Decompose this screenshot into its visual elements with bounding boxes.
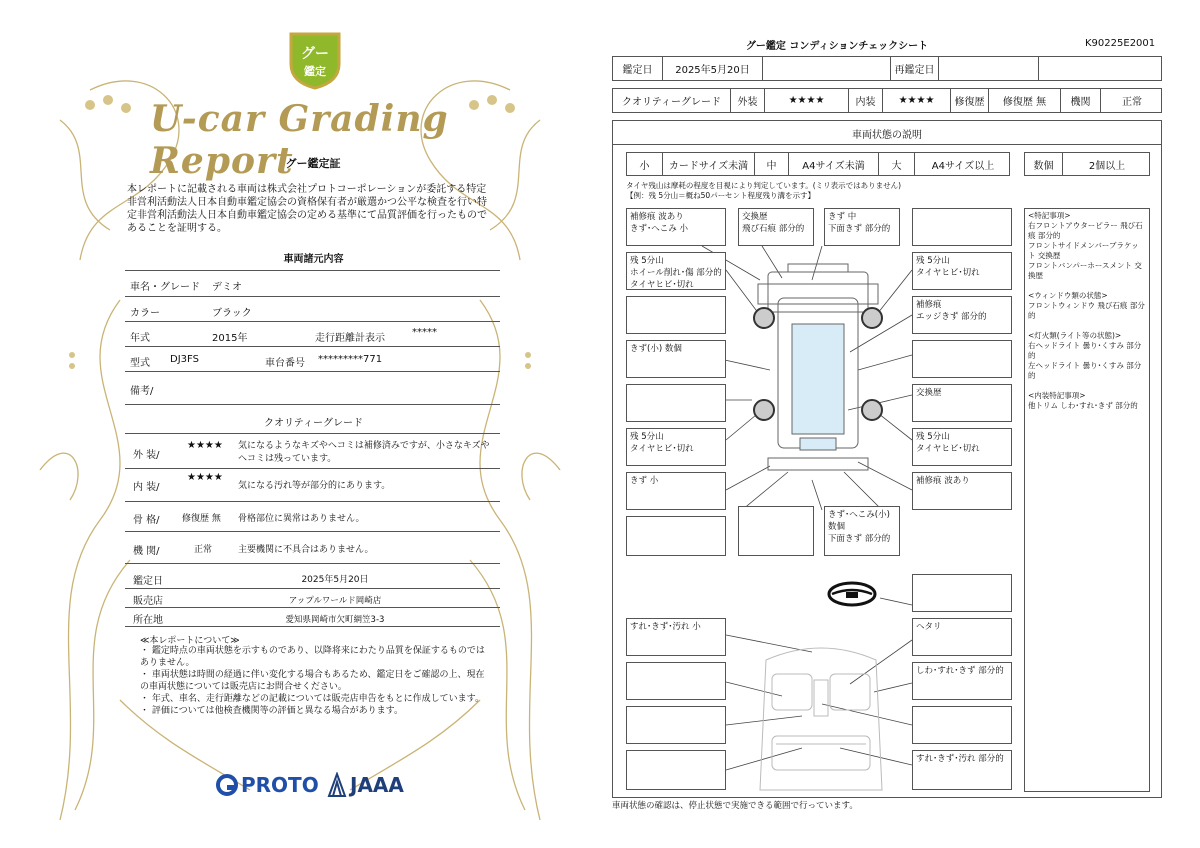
spec-color-value: ブラック (212, 308, 252, 319)
note-box-front-right: きず 中 下面きず 部分的 (824, 208, 900, 246)
q-interior-label: 内 装/ (133, 482, 160, 493)
note-box-empty (626, 296, 726, 334)
certificate-intro: 本レポートに記載される車両は株式会社プロトコーポレーションが委託する特定非営利活動法人日本自動車鑑定協会の資格保有者が厳選かつ公平な検査を行い特定非営利活動法人日本自動車鑑定協会の定める基準にて品質評価を行ったものであることを証明する。 (127, 184, 487, 234)
note-box-empty (626, 384, 726, 422)
note-item: ・ 鑑定時点の車両状態を示すものであり、以降将来にわたり品質を保証するものではありません。 (140, 646, 485, 668)
q-interior-text: 気になる汚れ等が部分的にあります。 (238, 481, 391, 491)
tire-note-2: 【例：残 5分山＝概ね50パーセント程度残り溝を示す】 (626, 191, 816, 200)
spec-mileage-label: 走行距離計表示 (315, 333, 385, 344)
dealer-label: 販売店 (133, 596, 163, 607)
spec-remarks-label: 備考/ (130, 386, 154, 397)
qg-label: クオリティーグレード (613, 89, 731, 112)
address-label: 所在地 (133, 615, 163, 626)
spec-mileage-value: ***** (412, 327, 437, 338)
q-engine-text: 主要機関に不具合はありません。 (238, 545, 374, 555)
quality-row (612, 88, 1162, 113)
quality-header: クオリティーグレード (264, 418, 363, 429)
engine-value: 正常 (1122, 97, 1142, 108)
size-mid-desc: A4サイズ未満 (789, 153, 879, 175)
spec-chassis-value: *********771 (318, 354, 383, 365)
jaaa-logo: JAAA (327, 772, 404, 798)
spec-name-value: デミオ (212, 282, 242, 293)
count-desc: 2個以上 (1088, 160, 1126, 172)
inspect-date-label: 鑑定日 (133, 576, 163, 587)
sheet-title: グー鑑定 コンディションチェックシート (745, 41, 929, 52)
car-interior-diagram (756, 640, 886, 800)
count-legend (1024, 152, 1150, 176)
size-small: 小 (627, 153, 663, 175)
repair-value: 修復歴 無 (989, 89, 1061, 112)
note-box-interior-seat: ヘタリ (912, 618, 1012, 656)
q-exterior-stars: ★★★★ (187, 440, 223, 451)
note-box-fender-right: 補修痕 エッジきず 部分的 (912, 296, 1012, 334)
goo-badge-logo (287, 30, 343, 90)
note-box-rear-right: 補修痕 波あり (912, 472, 1012, 510)
spec-name-label: 車名・グレード (130, 282, 200, 293)
desc-header: 車両状態の説明 (852, 130, 922, 141)
note-box-empty (912, 574, 1012, 612)
note-item: ・ 評価については他検査機関等の評価と異なる場合があります。 (140, 706, 403, 716)
note-box-tire-fr: 残 5分山 タイヤヒビ･切れ (912, 252, 1012, 290)
notes-list (140, 645, 490, 717)
note-box-rear-center: きず･へこみ(小) 数個 下面きず 部分的 (824, 506, 900, 556)
address-value: 愛知県岡崎市欠町網笠3-3 (285, 615, 385, 625)
date-row (612, 56, 1162, 81)
spec-header: 車両諸元内容 (283, 254, 344, 265)
size-small-desc: カードサイズ未満 (663, 153, 755, 175)
ext-label: 外装 (731, 89, 765, 112)
note-box-tire-rr: 残 5分山 タイヤヒビ･切れ (912, 428, 1012, 466)
note-box-empty (912, 340, 1012, 378)
notes-title: ≪本レポートについて≫ (140, 636, 240, 646)
certificate-subtitle: グー鑑定証 (285, 157, 341, 170)
int-label: 内装 (849, 89, 883, 112)
date-value: 2025年5月20日 (663, 57, 763, 80)
int-stars: ★★★★ (883, 89, 951, 112)
note-item: ・ 車両状態は時間の経過に伴い変化する場合もあるため、鑑定日をご確認の上、現在の車両状態については販売店にお問合せください。 (140, 670, 485, 692)
tire-note-1: タイヤ残山は摩耗の程度を目視により判定しています。(ミリ表示ではありません) (626, 181, 902, 190)
spec-model-value: DJ3FS (170, 354, 199, 365)
q-engine-label: 機 関/ (133, 546, 160, 557)
note-box-front-center: 交換歴 飛び石痕 部分的 (738, 208, 814, 246)
engine-label: 機関 (1061, 89, 1101, 112)
note-box-empty (626, 662, 726, 700)
svg-text:鑑定: 鑑定 (304, 65, 326, 78)
note-box-empty (626, 750, 726, 790)
note-box-empty (626, 516, 726, 556)
q-exterior-label: 外 装/ (133, 450, 160, 461)
dealer-value: アップルワールド岡崎店 (288, 596, 382, 606)
proto-logo: PROTO (215, 772, 319, 798)
size-mid: 中 (755, 153, 789, 175)
date-label: 鑑定日 (613, 57, 663, 80)
note-box-rear-left: きず 小 (626, 472, 726, 510)
q-frame-label: 骨 格/ (133, 515, 160, 526)
spec-model-label: 型式 (130, 358, 150, 369)
repair-label: 修復歴 (951, 89, 989, 112)
note-box-interior-trim: しわ･すれ･きず 部分的 (912, 662, 1012, 700)
q-frame-value: 修復歴 無 (182, 514, 221, 524)
note-box-door-right: 交換歴 (912, 384, 1012, 422)
note-box-tire-fl: 残 5分山 ホイール削れ･傷 部分的 タイヤヒビ･切れ (626, 252, 726, 290)
sheet-doc-id: K90225E2001 (1085, 38, 1156, 49)
spec-color-label: カラー (130, 308, 160, 319)
spec-year-value: 2015年 (212, 333, 248, 344)
note-box-front-left: 補修痕 波あり きず･へこみ 小 (626, 208, 726, 246)
count-label: 数個 (1025, 153, 1063, 175)
note-box-tire-rl: 残 5分山 タイヤヒビ･切れ (626, 428, 726, 466)
svg-text:グー: グー (301, 46, 329, 62)
steering-wheel-icon (826, 580, 878, 608)
note-item: ・ 年式、車名、走行距離などの記載については販売店申告をもとに作成しています。 (140, 694, 484, 704)
inspect-date-value: 2025年5月20日 (301, 575, 369, 585)
q-engine-value: 正常 (194, 545, 213, 555)
size-large-desc: A4サイズ以上 (931, 160, 995, 172)
spec-chassis-label: 車台番号 (265, 358, 305, 369)
car-topdown-diagram (748, 262, 888, 492)
note-box-interior-rear: すれ･きず･汚れ 部分的 (912, 750, 1012, 790)
spec-year-label: 年式 (130, 333, 150, 344)
size-legend (626, 152, 1010, 176)
q-frame-text: 骨格部位に異常はありません。 (238, 514, 365, 524)
reinspect-label: 再鑑定日 (891, 57, 939, 80)
report-script-title: U-car Grading Report (150, 98, 449, 182)
sheet-footer: 車両状態の確認は、停止状態で実施できる範囲で行っています。 (612, 801, 858, 811)
note-box-interior-ceiling: すれ･きず･汚れ 小 (626, 618, 726, 656)
note-box-empty (626, 706, 726, 744)
note-box-empty (738, 506, 814, 556)
note-box-door-left: きず(小) 数個 (626, 340, 726, 378)
note-box-empty (912, 706, 1012, 744)
q-interior-stars: ★★★★ (187, 472, 223, 483)
note-box-empty (912, 208, 1012, 246)
q-exterior-text: 気になるようなキズやヘコミは補修済みですが、小さなキズやヘコミは残っています。 (238, 441, 490, 464)
special-notes: <特記事項> 右フロントアウターピラー 飛び石痕 部分的 フロントサイドメンバーブラケット 交換歴 フロントバンパーホースメント 交換歴 <ウィンドウ類の状態> フロントウィンドウ 飛び石痕 部分的 <灯火類(ライト等の状態)> 右ヘッドライト 曇り･くすみ 部分的 左ヘッドライト 曇り･くすみ 部分的 <内装特記事項> 他トリム しわ･すれ･きず 部分的 (1024, 208, 1150, 792)
ext-stars: ★★★★ (765, 89, 849, 112)
size-large: 大 (879, 153, 915, 175)
